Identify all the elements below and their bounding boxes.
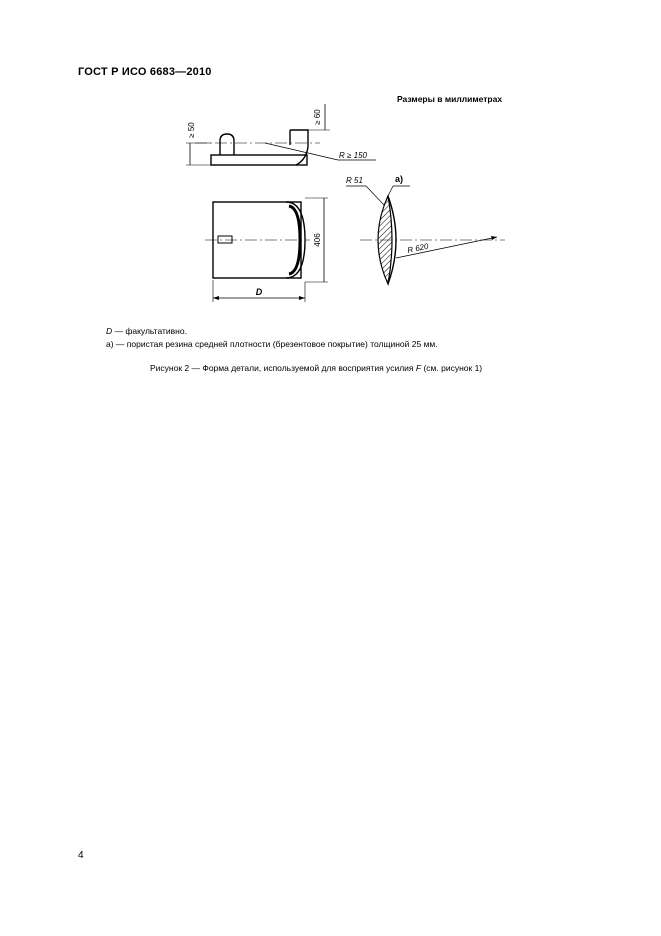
legend-line-2: a) — пористая резина средней плотности (брезентовое покрытие) толщиной 25 мм. xyxy=(106,339,438,349)
caption-symbol-F: F xyxy=(415,363,422,373)
section-view xyxy=(346,174,505,284)
radius-ge150-label: R ≥ 150 xyxy=(339,151,367,160)
caption-suffix: (см. рисунок 1) xyxy=(421,363,483,373)
note-a-label: a) xyxy=(395,174,404,184)
plan-view xyxy=(205,198,328,302)
side-view xyxy=(186,104,376,165)
dim-D-label: D xyxy=(255,287,263,297)
caption-prefix: Рисунок 2 — Форма детали, используемой для восприятия усилия xyxy=(150,363,416,373)
page-number: 4 xyxy=(78,850,84,861)
radius-620-label: R 620 xyxy=(406,241,430,255)
dim-ge60-label: ≥ 60 xyxy=(313,109,322,125)
document-header: ГОСТ Р ИСО 6683—2010 xyxy=(78,66,212,78)
dim-ge50-label: ≥ 50 xyxy=(187,122,196,138)
dim-406-label: 406 xyxy=(313,233,322,247)
legend-symbol-D: D xyxy=(106,326,113,336)
legend-line-1 xyxy=(106,326,187,336)
units-note: Размеры в миллиметрах xyxy=(397,94,503,104)
legend-text-D: — факультативно. xyxy=(112,326,187,336)
technical-drawing xyxy=(180,100,520,315)
figure-caption xyxy=(150,363,482,373)
radius-51-label: R 51 xyxy=(346,176,363,185)
